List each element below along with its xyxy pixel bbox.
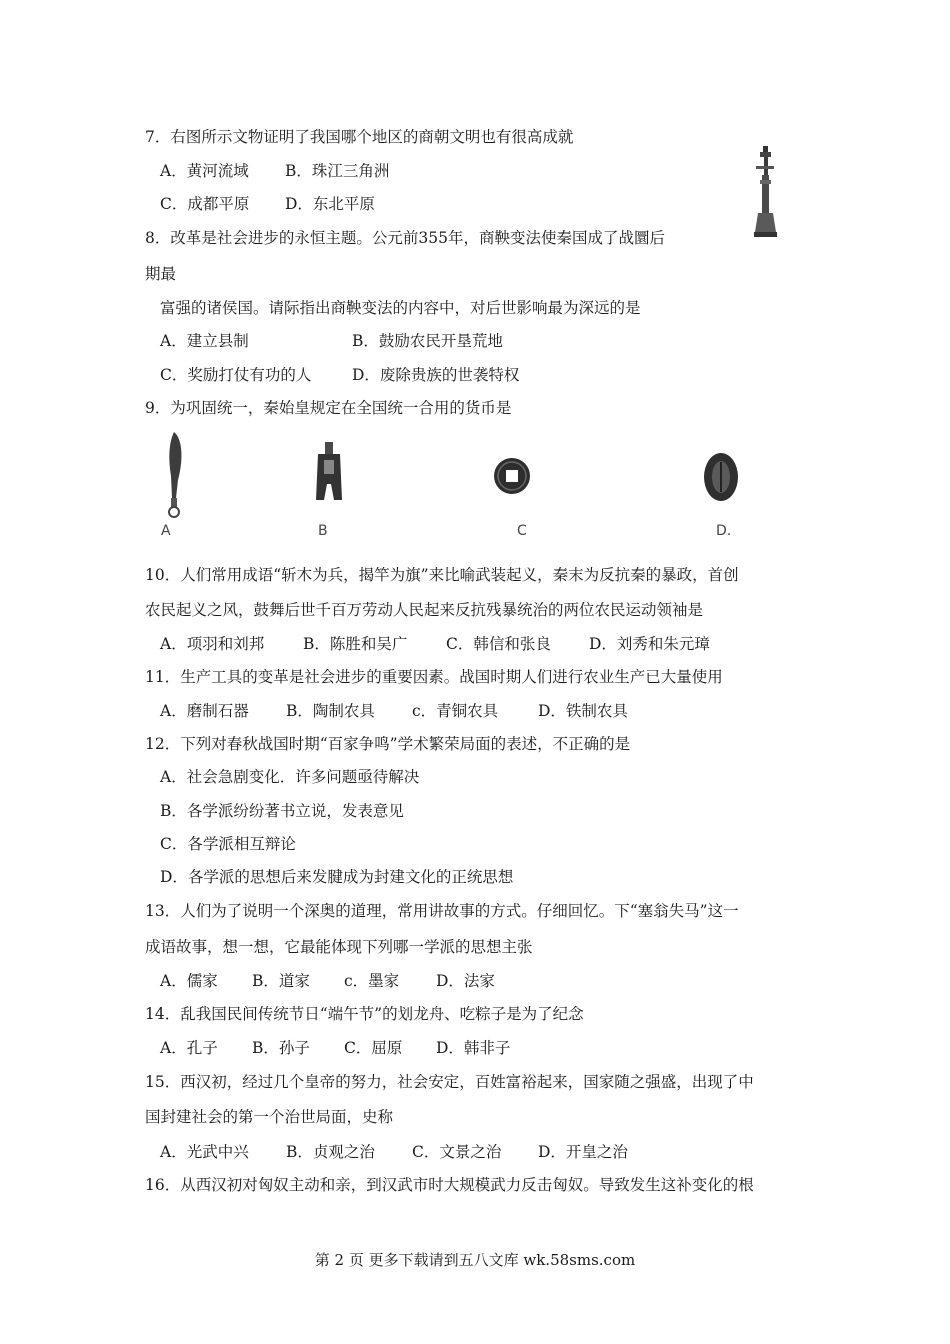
q13-options — [160, 971, 495, 991]
q8-stem-line2: 期最 — [145, 265, 177, 283]
q15-option-d: D．开皇之治 — [538, 1143, 628, 1161]
q16-stem-line1: 16．从西汉初对匈奴主动和亲，到汉武市时大规模武力反击匈奴。导致发生这补变化的根 — [145, 1176, 754, 1194]
q13-option-b: B．道家 — [252, 972, 310, 990]
q12-option-a: A．社会急剧变化．许多问题亟待解决 — [160, 768, 420, 786]
q8-stem-line1: 8．改革是社会进步的永恒主题。公元前355年，商鞅变法使秦国成了战圜后 — [145, 229, 665, 247]
q15-option-c: C．文景之治 — [412, 1143, 502, 1161]
bronze-figure-image — [748, 140, 782, 240]
q8-option-d: D．废除贵族的世袭特权 — [352, 366, 520, 384]
spade-coin-image — [312, 440, 346, 504]
q10-stem-line2: 农民起义之风，鼓舞后世千百万劳动人民起来反抗残暴统治的两位农民运动领袖是 — [145, 601, 704, 619]
q7-option-c: C．成都平原 — [160, 195, 250, 213]
q12-stem: 12．下列对春秋战国时期“百家争鸣”学术繁荣局面的表述，不正确的是 — [145, 735, 631, 753]
q12-option-b: B．各学派纷纷著书立说，发表意见 — [160, 802, 404, 820]
q13-option-a: A．儒家 — [160, 972, 218, 990]
q14-option-c: C．屈原 — [344, 1039, 403, 1057]
q11-stem: 11．生产工具的变革是社会进步的重要因素。战国时期人们进行农业生产已大量使用 — [145, 668, 723, 686]
q13-option-c: c．墨家 — [344, 972, 400, 990]
q13-stem-line1: 13．人们为了说明一个深奥的道理，常用讲故事的方式。仔细回忆。下“塞翁失马”这一 — [145, 902, 739, 920]
q14-option-b: B．孙子 — [252, 1039, 310, 1057]
q10-option-d: D．刘秀和朱元璋 — [589, 635, 710, 653]
q12-option-c: C．各学派相互辩论 — [160, 835, 296, 853]
coin-label-c: C — [517, 523, 527, 539]
q14-options — [160, 1038, 510, 1058]
q10-option-b: B．陈胜和吴广 — [303, 635, 408, 653]
q8-option-b: B．鼓励农民开垦荒地 — [352, 332, 503, 350]
round-coin-square-hole-image — [492, 456, 532, 496]
q15-option-a: A．光武中兴 — [160, 1143, 249, 1161]
q12-option-d: D．各学派的思想后来发腱成为封建文化的正统思想 — [160, 868, 514, 886]
knife-coin-image — [160, 428, 190, 520]
q11-option-c: c．青铜农具 — [412, 702, 499, 720]
q9-stem: 9．为巩固统一，秦始皇规定在全国统一合用的货币是 — [145, 399, 512, 417]
q7-option-b: B．珠江三角洲 — [285, 162, 390, 180]
q8-options-row1 — [160, 331, 503, 351]
q7-options-row1 — [160, 161, 389, 181]
q11-options — [160, 701, 628, 721]
q15-options — [160, 1142, 628, 1162]
q11-option-b: B．陶制农具 — [286, 702, 375, 720]
page-footer: 第 2 页 更多下载请到五八文库 wk.58sms.com — [314, 1251, 636, 1269]
q8-option-c: C．奖励打仗有功的人 — [160, 366, 312, 384]
q14-option-d: D．韩非子 — [436, 1039, 511, 1057]
q10-option-a: A．项羽和刘邦 — [160, 635, 265, 653]
coin-label-a: A — [161, 523, 171, 539]
q7-option-d: D．东北平原 — [285, 195, 375, 213]
coin-label-d: D. — [716, 523, 732, 539]
q13-stem-line2: 成语故事，想一想，它最能体现下列哪一学派的思想主张 — [145, 938, 533, 956]
q8-options-row2 — [160, 365, 519, 385]
q13-option-d: D．法家 — [436, 972, 495, 990]
q10-options — [160, 634, 710, 654]
q15-stem-line1: 15．西汉初，经过几个皇帝的努力，社会安定，百姓富裕起来，国家随之强盛，出现了中 — [145, 1073, 754, 1091]
q14-stem: 14．乱我国民间传统节日“端午节”的划龙舟、吃粽子是为了纪念 — [145, 1005, 584, 1023]
q8-stem-line3: 富强的诸侯国。请际指出商鞅变法的内容中，对后世影响最为深远的是 — [160, 299, 641, 317]
q11-option-a: A．磨制石器 — [160, 702, 249, 720]
q7-options-row2 — [160, 194, 375, 214]
q11-option-d: D．铁制农具 — [538, 702, 628, 720]
q10-option-c: C．韩信和张良 — [446, 635, 551, 653]
q10-stem-line1: 10．人们常用成语“斩木为兵，揭竿为旗”来比喻武装起义，秦末为反抗秦的暴政，首创 — [145, 566, 739, 584]
q7-stem: 7．右图所示文物证明了我国哪个地区的商朝文明也有很高成就 — [145, 128, 574, 146]
q7-option-a: A．黄河流域 — [160, 162, 249, 180]
q14-option-a: A．孔子 — [160, 1039, 218, 1057]
coin-label-b: B — [318, 523, 328, 539]
q8-option-a: A．建立县制 — [160, 332, 249, 350]
shell-coin-image — [701, 450, 741, 504]
q15-stem-line2: 国封建社会的第一个治世局面，史称 — [145, 1108, 394, 1126]
q15-option-b: B．贞观之治 — [286, 1143, 375, 1161]
